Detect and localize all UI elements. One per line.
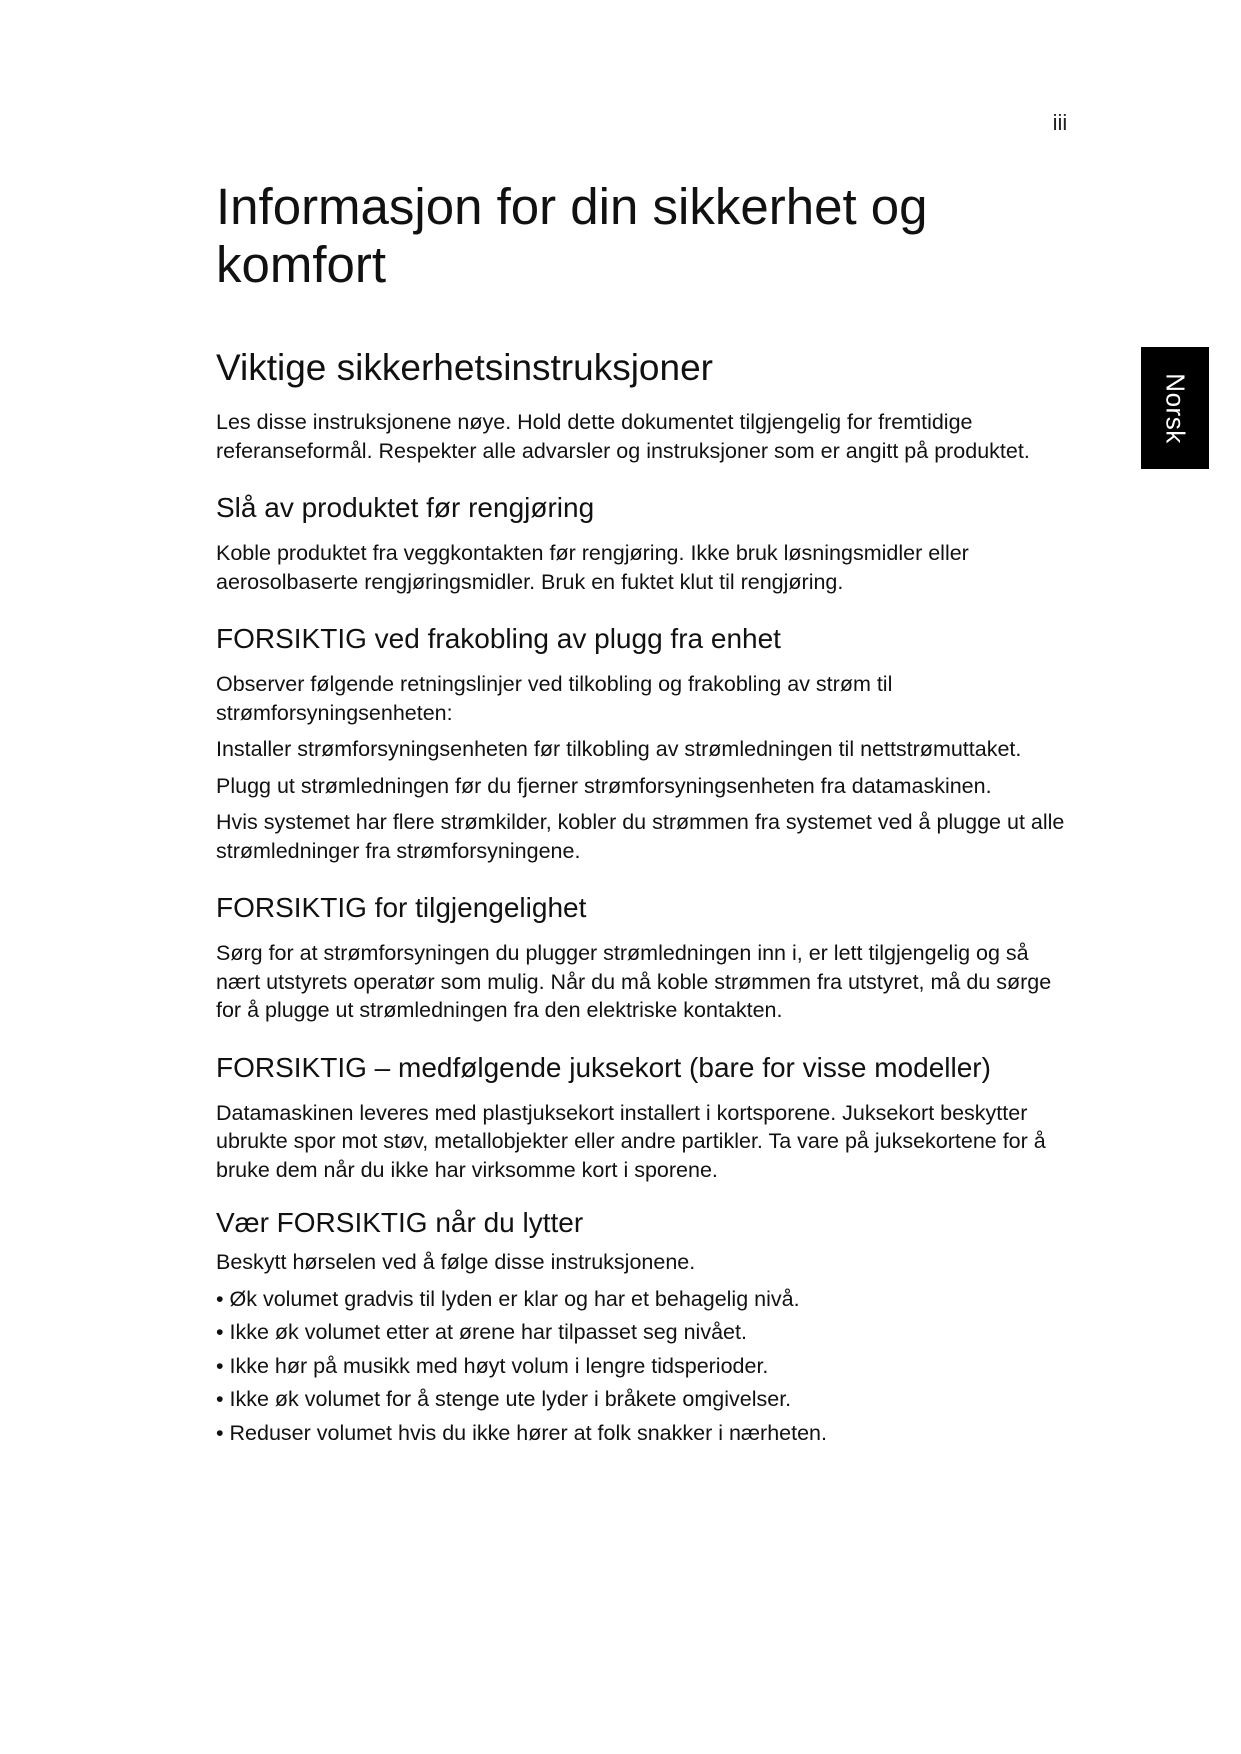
list-item: • Ikke øk volumet etter at ørene har tilpasset seg nivået.: [216, 1320, 747, 1344]
section-disconnect-caution: [216, 622, 1076, 865]
document-title: Informasjon for din sikkerhet og komfort: [216, 178, 928, 293]
hearing-bullet-list: [216, 1285, 1076, 1448]
section-heading: Slå av produktet før rengjøring: [216, 492, 595, 523]
language-side-tab: [1141, 347, 1209, 469]
list-item: • Ikke øk volumet for å stenge ute lyder i bråkete omgivelser.: [216, 1387, 792, 1411]
document-body: [216, 178, 1076, 1473]
list-item: • Reduser volumet hvis du ikke hører at folk snakker i nærheten.: [216, 1420, 827, 1445]
list-item: • Øk volumet gradvis til lyden er klar og har et behagelig nivå.: [216, 1286, 800, 1311]
section-accessibility-caution: [216, 891, 1076, 1025]
section-heading: FORSIKTIG ved frakobling av plugg fra enhet: [216, 623, 781, 654]
language-tab-label: Norsk: [1160, 372, 1191, 444]
section-heading: FORSIKTIG for tilgjengelighet: [216, 892, 587, 923]
section-heading: FORSIKTIG – medfølgende juksekort (bare for visse modeller): [216, 1051, 991, 1083]
section-paragraph: Plugg ut strømledningen før du fjerner strømforsyningsenheten fra datamaskinen.: [216, 773, 992, 798]
section-paragraph: Installer strømforsyningsenheten før tilkobling av strømledningen til nettstrømuttaket.: [216, 737, 1022, 761]
section-paragraph: Koble produktet fra veggkontakten før rengjøring. Ikke bruk løsningsmidler eller aerosolbaserte rengjøringsmidler. Bruk en fuktet klut til rengjøring.: [216, 541, 969, 594]
section-paragraph: Observer følgende retningslinjer ved tilkobling og frakobling av strøm til strømforsyningsenheten:: [216, 672, 893, 725]
main-heading: Viktige sikkerhetsinstruksjoner: [216, 347, 713, 388]
section-heading: Vær FORSIKTIG når du lytter: [216, 1207, 584, 1238]
intro-section: [216, 408, 1076, 465]
section-cleaning: [216, 491, 1076, 596]
section-listening-caution: [216, 1206, 1076, 1447]
page-number: iii: [1052, 110, 1068, 135]
list-item: • Ikke hør på musikk med høyt volum i lengre tidsperioder.: [216, 1353, 769, 1378]
section-paragraph: Beskytt hørselen ved å følge disse instruksjonene.: [216, 1250, 696, 1274]
section-paragraph: Hvis systemet har flere strømkilder, kobler du strømmen fra systemet ved å plugge ut alle strømledninger fra strømforsyningene.: [216, 810, 1065, 863]
intro-paragraph: Les disse instruksjonene nøye. Hold dette dokumentet tilgjengelig for fremtidige referanseformål. Respekter alle advarsler og instruksjoner som er angitt på produktet.: [216, 410, 1030, 463]
section-dummy-cards-caution: [216, 1051, 1076, 1185]
section-paragraph: Datamaskinen leveres med plastjuksekort installert i kortsporene. Juksekort beskytter ubrukte spor mot støv, metallobjekter eller andre partikler. Ta vare på juksekortene for å bruke dem når du ikke har virksomme kort i sporene.: [216, 1100, 1046, 1182]
section-paragraph: Sørg for at strømforsyningen du plugger strømledningen inn i, er lett tilgjengelig og så nært utstyrets operatør som mulig. Når du må koble strømmen fra utstyret, må du sørge for å plugge ut strømledningen fra den elektriske kontakten.: [216, 941, 1052, 1022]
